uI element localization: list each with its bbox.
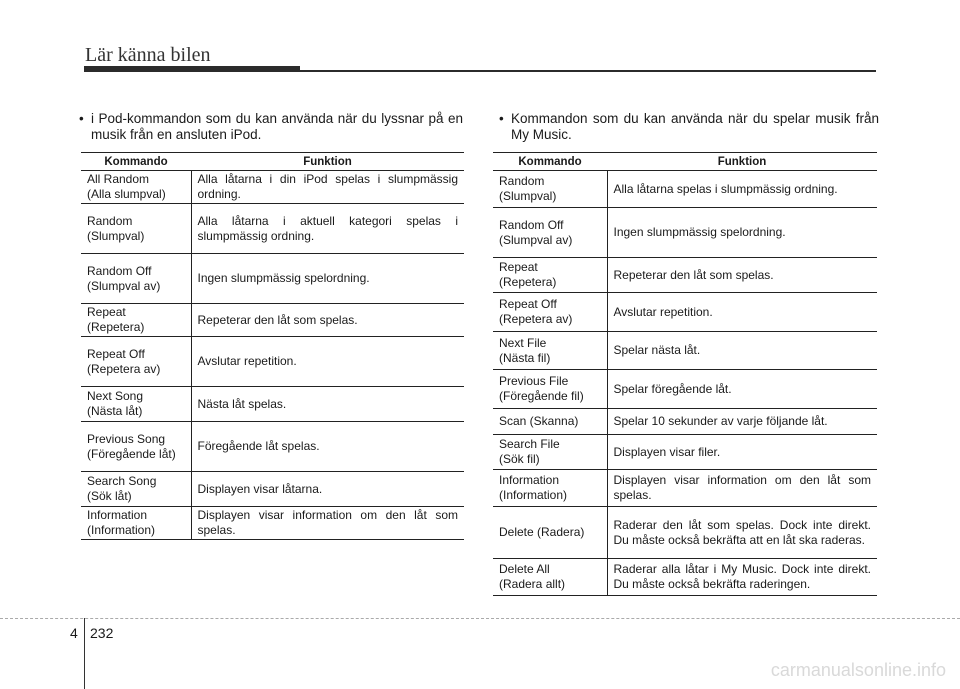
ipod-commands-table xyxy=(81,152,464,540)
right-intro-text: Kommandon som du kan använda när du spelar musik från My Music. xyxy=(511,111,879,142)
command-text: Previous Song (Föregående låt) xyxy=(87,431,176,461)
table-row xyxy=(493,370,877,409)
table-row xyxy=(81,254,464,304)
command-cell xyxy=(81,337,191,387)
command-text: Information (Information) xyxy=(499,473,568,502)
column-header-command: Kommando xyxy=(81,153,191,171)
command-cell xyxy=(81,472,191,507)
table-row xyxy=(493,435,877,470)
function-cell: Displayen visar låtarna. xyxy=(191,472,464,507)
command-cell xyxy=(493,470,607,507)
function-cell: Repeterar den låt som spelas. xyxy=(607,258,877,293)
bullet-icon: • xyxy=(79,111,84,126)
command-text: Random (Slumpval) xyxy=(499,174,557,203)
command-text: Scan (Skanna) xyxy=(499,414,579,428)
table-row xyxy=(81,472,464,507)
command-cell xyxy=(493,409,607,435)
command-cell xyxy=(493,507,607,559)
command-text: Repeat (Repetera) xyxy=(87,305,145,334)
command-text: Search Song (Sök låt) xyxy=(87,474,157,503)
table-row xyxy=(81,204,464,254)
header-bar xyxy=(84,66,300,72)
table-header-row xyxy=(493,153,877,171)
command-cell xyxy=(81,422,191,472)
command-text: Previous File (Föregående fil) xyxy=(499,374,584,403)
table-row xyxy=(493,409,877,435)
page-number: 232 xyxy=(90,625,114,641)
function-cell: Displayen visar filer. xyxy=(607,435,877,470)
function-cell: Displayen visar information om den låt som spelas. xyxy=(191,507,464,540)
function-cell: Föregående låt spelas. xyxy=(191,422,464,472)
command-cell xyxy=(81,304,191,337)
function-cell: Ingen slumpmässig spelordning. xyxy=(607,208,877,258)
chapter-number: 4 xyxy=(70,625,78,641)
table-row xyxy=(81,304,464,337)
table-row xyxy=(493,559,877,596)
command-cell xyxy=(81,254,191,304)
command-text: Repeat Off (Repetera av) xyxy=(87,346,161,376)
command-cell xyxy=(81,507,191,540)
function-cell: Alla låtarna spelas i slumpmässig ordning. xyxy=(607,171,877,208)
function-cell: Raderar den låt som spelas. Dock inte direkt. Du måste också bekräfta att en låt ska raderas. xyxy=(607,507,877,559)
table-row xyxy=(493,258,877,293)
command-cell xyxy=(81,171,191,204)
function-cell: Raderar alla låtar i My Music. Dock inte direkt. Du måste också bekräfta raderingen. xyxy=(607,559,877,596)
command-cell xyxy=(493,332,607,370)
command-text: All Random (Alla slumpval) xyxy=(87,172,166,201)
command-cell xyxy=(493,370,607,409)
command-cell xyxy=(493,208,607,258)
table-row xyxy=(81,422,464,472)
command-text: Delete (Radera) xyxy=(499,525,585,539)
table-row xyxy=(81,171,464,204)
column-header-function: Funktion xyxy=(607,153,877,171)
command-text: Random Off (Slumpval av) xyxy=(499,217,573,247)
function-cell: Nästa låt spelas. xyxy=(191,387,464,422)
page-header-title: Lär känna bilen xyxy=(85,44,211,66)
function-cell: Ingen slumpmässig spelordning. xyxy=(191,254,464,304)
command-cell xyxy=(493,435,607,470)
left-intro-text: i Pod-kommandon som du kan använda när du lyssnar på en musik från en ansluten iPod. xyxy=(91,111,463,142)
footer-divider xyxy=(84,618,85,689)
function-cell: Spelar nästa låt. xyxy=(607,332,877,370)
table-row xyxy=(493,171,877,208)
left-intro xyxy=(79,111,463,143)
table-row xyxy=(493,470,877,507)
function-cell: Repeterar den låt som spelas. xyxy=(191,304,464,337)
command-cell xyxy=(493,293,607,332)
mymusic-commands-table xyxy=(493,152,877,596)
command-text: Repeat Off (Repetera av) xyxy=(499,297,573,326)
command-text: Random (Slumpval) xyxy=(87,213,145,243)
function-cell: Spelar föregående låt. xyxy=(607,370,877,409)
command-text: Search File (Sök fil) xyxy=(499,437,560,466)
watermark: carmanualsonline.info xyxy=(770,660,946,680)
function-cell: Displayen visar information om den låt som spelas. xyxy=(607,470,877,507)
bullet-icon: • xyxy=(499,111,504,126)
command-text: Next Song (Nästa låt) xyxy=(87,389,144,418)
command-cell xyxy=(81,204,191,254)
command-text: Next File (Nästa fil) xyxy=(499,335,551,365)
command-cell xyxy=(493,258,607,293)
function-cell: Avslutar repetition. xyxy=(191,337,464,387)
command-cell xyxy=(493,559,607,596)
table-row xyxy=(493,208,877,258)
table-row xyxy=(493,507,877,559)
function-cell: Alla låtarna i din iPod spelas i slumpmässig ordning. xyxy=(191,171,464,204)
command-text: Information (Information) xyxy=(87,508,156,537)
right-intro xyxy=(499,111,879,143)
function-cell: Spelar 10 sekunder av varje följande låt. xyxy=(607,409,877,435)
table-row xyxy=(493,332,877,370)
table-row xyxy=(81,507,464,540)
table-header-row xyxy=(81,153,464,171)
command-cell xyxy=(493,171,607,208)
function-cell: Avslutar repetition. xyxy=(607,293,877,332)
function-cell: Alla låtarna i aktuell kategori spelas i slumpmässig ordning. xyxy=(191,204,464,254)
command-text: Repeat (Repetera) xyxy=(499,260,557,289)
table-row xyxy=(81,387,464,422)
footer-rule xyxy=(0,618,960,619)
table-row xyxy=(493,293,877,332)
column-header-command: Kommando xyxy=(493,153,607,171)
header-rule xyxy=(300,70,876,72)
command-text: Delete All (Radera allt) xyxy=(499,562,566,591)
table-row xyxy=(81,337,464,387)
command-text: Random Off (Slumpval av) xyxy=(87,263,161,293)
command-cell xyxy=(81,387,191,422)
column-header-function: Funktion xyxy=(191,153,464,171)
